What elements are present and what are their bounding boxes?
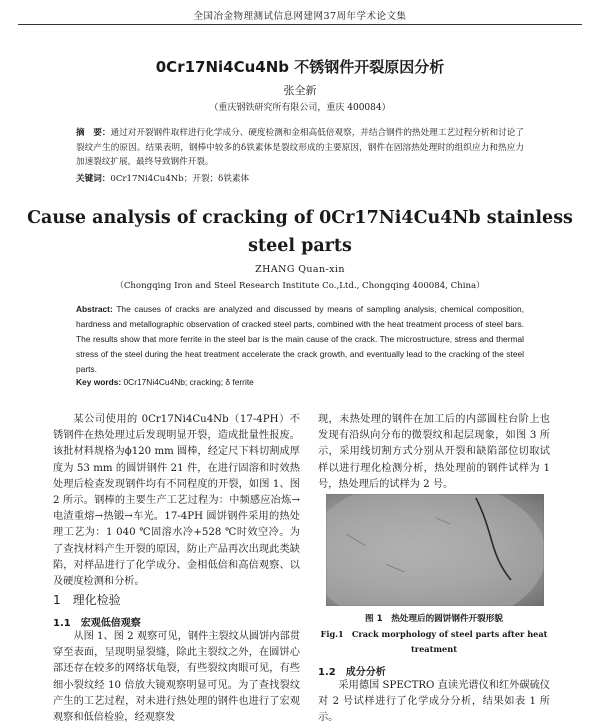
- subsection-heading-1-2: 1.2 成分分析: [318, 667, 386, 678]
- paragraph-1-1: 从图 1、图 2 观察可见，钢件主裂纹从圆饼内部贯穿至表面，呈现明显裂缝，除此主裂纹之外，在圆饼心部还存在较多的网络状龟裂，有些裂纹肉眼可见，有些细小裂纹经 10 倍放大镜观察明显可见。为了查找裂纹产生的工艺过程，对未进行热处理的钢件也进行了宏观观察和低倍检验，经观察发: [53, 631, 300, 724]
- en-keywords-label: Key words:: [76, 377, 122, 387]
- header-rule: [18, 24, 582, 25]
- en-abstract-label: Abstract:: [76, 304, 113, 314]
- en-abstract: [76, 302, 524, 377]
- right-column-top: [318, 412, 550, 493]
- paragraph-1-2: 采用德国 SPECTRO 直读光谱仪和红外碳硫仪对 2 号试样进行了化学成分分析，结果如表 1 所示。: [318, 680, 550, 724]
- cn-affiliation: （重庆钢铁研究所有限公司，重庆 400084）: [209, 103, 391, 113]
- subsection-1-2-body: [318, 678, 550, 727]
- cn-abstract-label: 摘 要：: [76, 128, 111, 138]
- figure-1-photo: [326, 494, 544, 606]
- cn-abstract: [76, 126, 524, 170]
- intro-paragraph: 某公司使用的 0Cr17Ni4Cu4Nb（17-4PH）不锈钢件在热处理过后发现明显开裂，造成批量性报废。该批材料规格为ϕ120 mm 圆棒，经定尺下料切割成厚度为 53 mm 的圆饼钢件 21 件，在进行固溶和时效热处理后检查发现钢件均有不同程度的开裂，如图 1、图 2 所示。钢棒的主要生产工艺过程为：中频感应冶炼→电渣重熔→热锻→车光。17-4PH 圆饼钢件采用的热处理工艺为：1 040 ℃固溶水冷+528 ℃时效空冷。为了查找材料产生开裂的原因，防止产品再次出现此类缺陷，对样品进行了化学成分、金相低倍和高倍观察、以及硬度检测和分析。: [53, 414, 300, 588]
- en-keywords: [76, 377, 524, 387]
- figure-1-caption-en: Fig.1 Crack morphology of steel parts after heat treatment: [320, 629, 548, 654]
- en-affiliation: （Chongqing Iron and Steel Research Institute Co.,Ltd., Chongqing 400084, China）: [115, 281, 485, 291]
- running-header: 全国冶金物理测试信息网建网37周年学术论文集: [193, 11, 407, 22]
- en-keywords-text: 0Cr17Ni4Cu4Nb; cracking; δ ferrite: [123, 377, 254, 387]
- subsection-1-1-body: [53, 629, 300, 726]
- cn-author: 张全新: [283, 84, 317, 97]
- section-heading-1: 1 理化检验: [53, 593, 121, 607]
- right-top-paragraph: 现，未热处理的钢件在加工后的内部圆柱台阶上也发现有沿纵向分布的微裂纹和起层现象，如图 3 所示，采用线切割方式分别从开裂和缺陷部位切取试样以进行理化检测分析，热处理前的钢件试样为 1 号，热处理后的试样为 2 号。: [318, 414, 550, 490]
- figure-1-caption-cn: 图 1 热处理后的圆饼钢件开裂形貌: [365, 614, 503, 624]
- cn-title: 0Cr17Ni4Cu4Nb 不锈钢件开裂原因分析: [155, 58, 445, 76]
- cn-abstract-text: 通过对开裂钢件取样进行化学成分、硬度检测和金相高低倍观察，并结合钢件的热处理工艺过程分析和讨论了裂纹产生的原因。结果表明，钢棒中较多的δ铁素体是裂纹形成的主要原因，钢件在固溶热处理时的组织应力和热应力加速裂纹扩展，最终导致钢件开裂。: [76, 128, 524, 168]
- en-author: ZHANG Quan-xin: [255, 264, 345, 275]
- en-title: Cause analysis of cracking of 0Cr17Ni4Cu4Nb stainless steel parts: [27, 208, 573, 256]
- en-abstract-text: The causes of cracks are analyzed and discussed by means of sampling analysis, chemical composition, hardness and metallographic observation of cracked steel parts, combined with the heat treatment process of steel bars. The results show that more ferrite in the steel bar is the main cause of the crack. The microstructure, stress and thermal stress of the steel during the heat treatment accelerate the crack growth, and eventually lead to the cracking of the steel parts.: [76, 304, 524, 374]
- cn-keywords-label: 关键词：: [76, 174, 111, 184]
- cn-keywords-text: 0Cr17Ni4Cu4Nb；开裂；δ铁素体: [110, 174, 250, 184]
- subsection-heading-1-1: 1.1 宏观低倍观察: [53, 618, 141, 629]
- cn-keywords: [76, 172, 524, 184]
- crack-photo-illustration: [326, 494, 544, 606]
- intro-column: [53, 412, 300, 590]
